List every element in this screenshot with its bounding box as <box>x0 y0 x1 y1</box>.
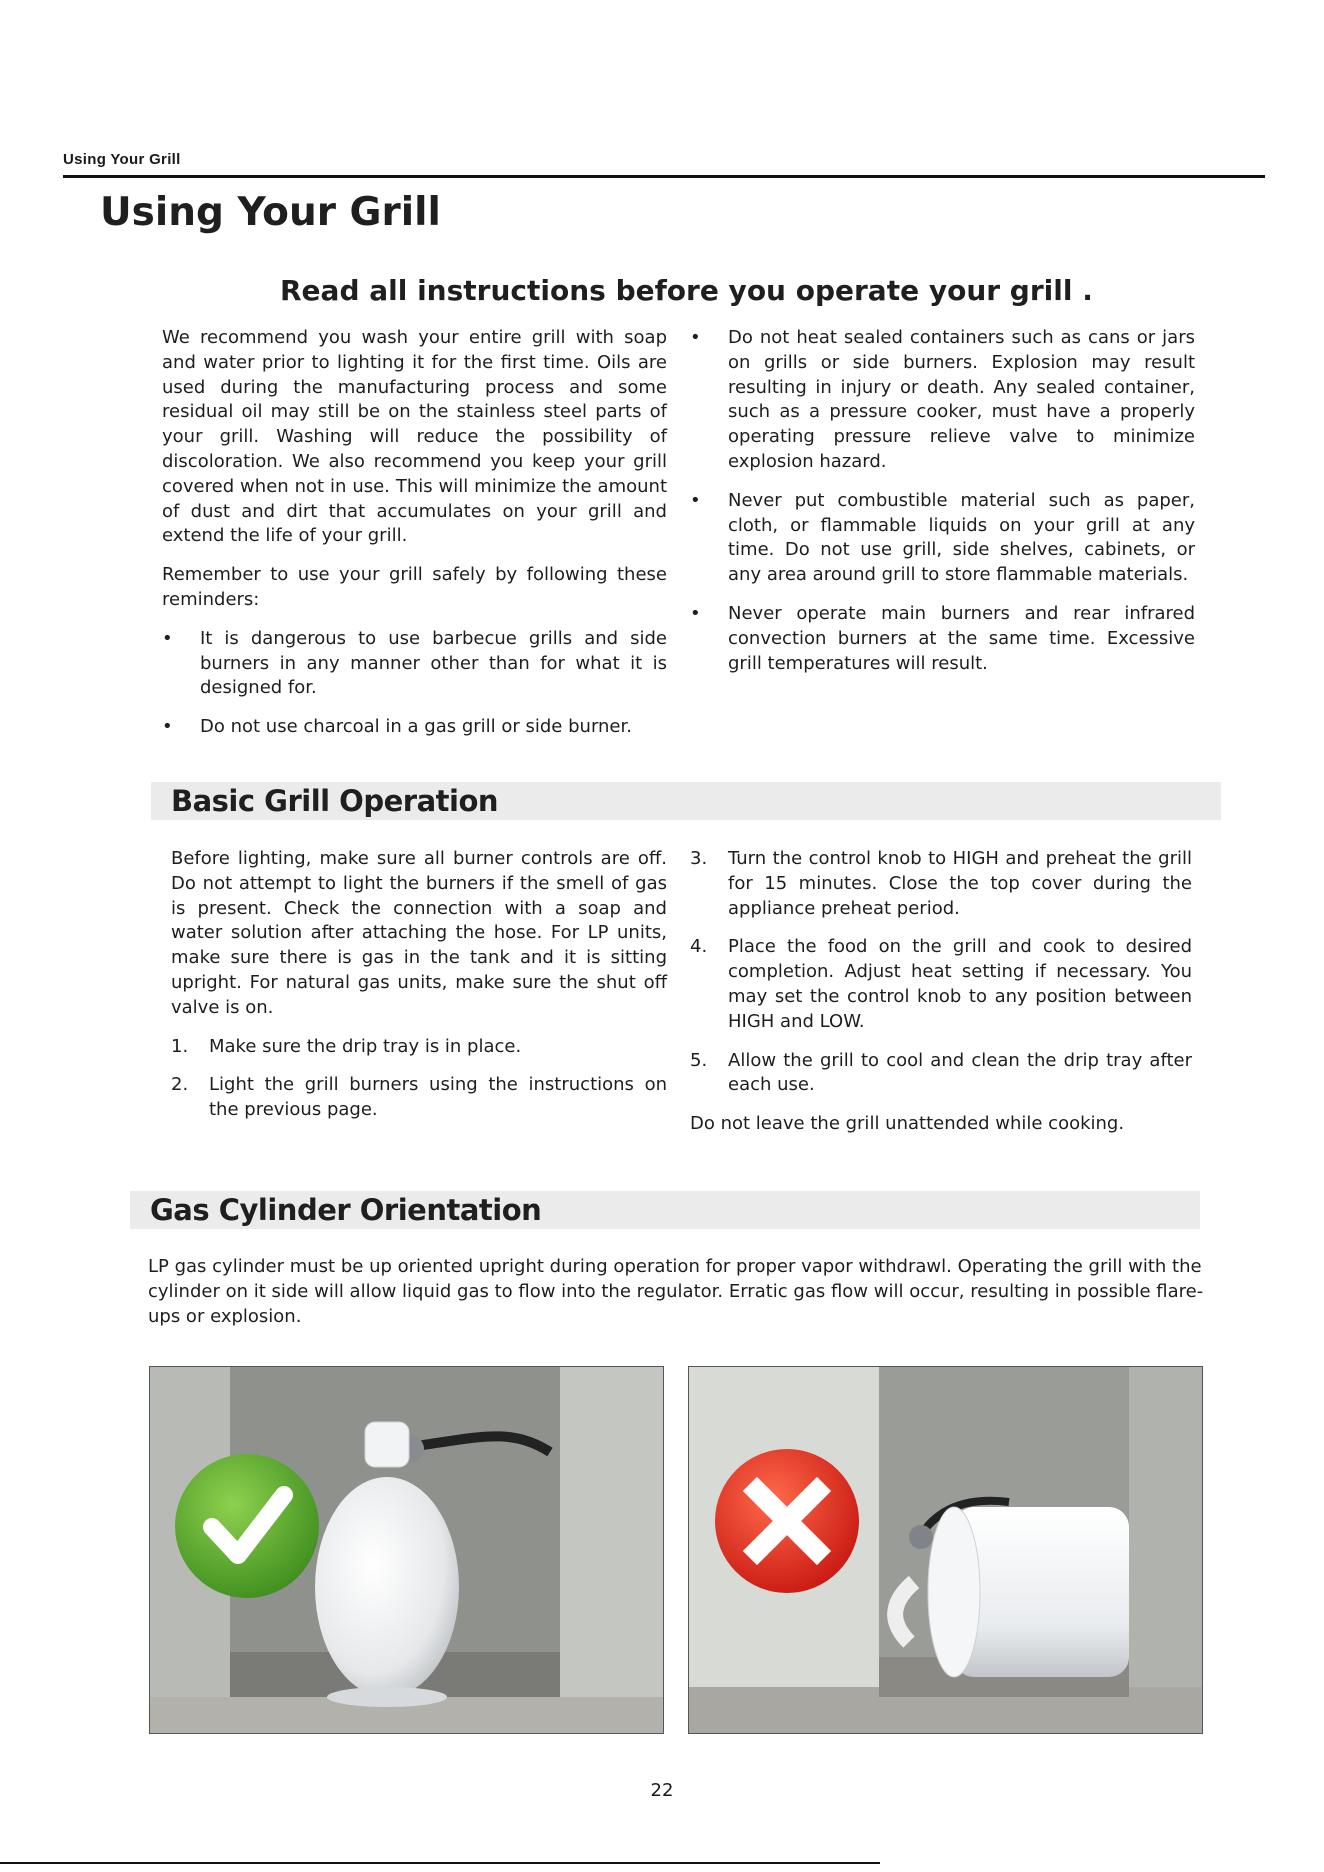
step-text: Place the food on the grill and cook to desired completion. Adjust heat setting if necessary. You may set the control knob to any position between HIGH and LOW. <box>728 936 1192 1032</box>
step-text: Allow the grill to cool and clean the drip tray after each use. <box>728 1049 1192 1096</box>
safety-list-left <box>162 627 667 740</box>
step-number: 2. <box>171 1074 189 1096</box>
intro-paragraph: Remember to use your grill safely by following these reminders: <box>162 564 667 610</box>
step-text: Make sure the drip tray is in place. <box>209 1035 522 1057</box>
step-item <box>171 1073 667 1123</box>
step-item <box>690 935 1192 1034</box>
basic-operation-left-column <box>171 847 667 1137</box>
page-subtitle: Read all instructions before you operate your grill . <box>280 274 1093 307</box>
intro-left-column <box>162 326 667 754</box>
list-item: • It is dangerous to use barbecue grills and side burners in any manner other than for what it is designed for. <box>162 627 667 701</box>
basic-operation-right-column <box>690 847 1192 1151</box>
section-heading-gas-cylinder <box>130 1191 1200 1229</box>
gas-cylinder-paragraph <box>148 1255 1208 1343</box>
bottom-rule <box>0 1862 880 1864</box>
step-text: Turn the control knob to HIGH and preheat the grill for 15 minutes. Close the top cover during the appliance preheat period. <box>728 848 1192 919</box>
list-item: • Never put combustible material such as paper, cloth, or flammable liquids on your grill at any time. Do not use grill, side shelves, cabinets, or any area around grill to store flammable materials. <box>690 489 1195 588</box>
basic-operation-intro: Before lighting, make sure all burner controls are off. Do not attempt to light the burners if the smell of gas is present. Check the connection with a soap and water solution after attaching the hose. For LP units, make sure there is gas in the tank and it is sitting upright. For natural gas units, make sure the shut off valve is on. <box>171 848 667 1018</box>
page-number: 22 <box>650 1780 674 1801</box>
step-number: 3. <box>690 848 708 869</box>
step-number: 5. <box>690 1049 708 1071</box>
intro-right-column <box>690 326 1195 690</box>
step-number: 1. <box>171 1035 189 1057</box>
upright-cylinder-illustration <box>150 1367 663 1733</box>
intro-paragraph: We recommend you wash your entire grill with soap and water prior to lighting it for the first time. Oils are used during the manufacturing process and some residual oil may still be on the stainless steel parts of your grill. Washing will reduce the possibility of discoloration. We also recommend you keep your grill covered when not in use. This will minimize the amount of dust and dirt that accumulates on your grill and extend the life of your grill. <box>162 327 667 547</box>
step-item <box>171 1035 667 1060</box>
section-heading-basic-operation <box>151 782 1221 820</box>
running-header: Using Your Grill <box>63 151 181 168</box>
list-item: • Do not use charcoal in a gas grill or side burner. <box>162 715 667 740</box>
gas-cylinder-text: LP gas cylinder must be up oriented upright during operation for proper vapor withdrawl. Operating the grill with the cylinder on it side will allow liquid gas to flow into the regulator. Erratic gas flow will occur, resulting in possible flare-ups or explosion. <box>148 1256 1204 1327</box>
section-title: Gas Cylinder Orientation <box>150 1193 542 1227</box>
step-number: 4. <box>690 936 708 958</box>
page-title: Using Your Grill <box>100 190 441 235</box>
steps-list-right <box>690 847 1192 1098</box>
list-item: • Do not heat sealed containers such as cans or jars on grills or side burners. Explosion may result resulting in injury or death. Any sealed container, such as a pressure cooker, must have a properly operating pressure relieve valve to minimize explosion hazard. <box>690 326 1195 475</box>
header-rule <box>63 175 1265 178</box>
step-item <box>690 847 1192 921</box>
section-title: Basic Grill Operation <box>171 784 499 818</box>
step-text: Light the grill burners using the instructions on the previous page. <box>209 1074 667 1121</box>
safety-list-right <box>690 326 1195 676</box>
photo-upright-cylinder <box>149 1366 664 1734</box>
list-item: • Never operate main burners and rear infrared convection burners at the same time. Excessive grill temperatures will result. <box>690 602 1195 676</box>
closing-warning: Do not leave the grill unattended while cooking. <box>690 1113 1125 1135</box>
steps-list-left <box>171 1035 667 1123</box>
x-mark-icon <box>737 1489 837 1589</box>
step-item <box>690 1049 1192 1099</box>
checkmark-icon <box>172 1446 272 1546</box>
